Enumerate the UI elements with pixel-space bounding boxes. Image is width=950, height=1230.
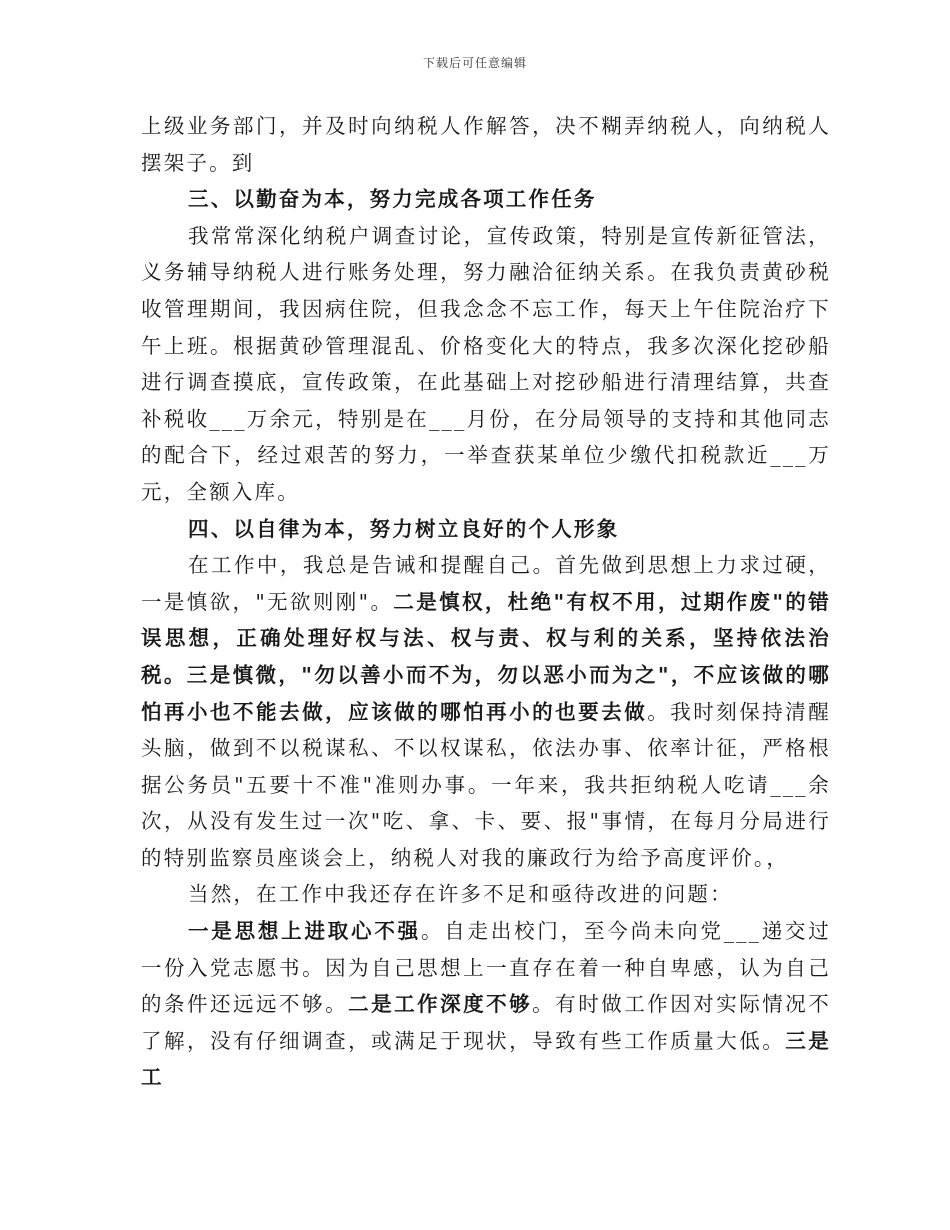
self-discipline-bold: 二是慎权，杜绝"有权不用，过期作废"的错误思想，正确处理好权与法、权与责、权与利的关系，坚持依法治税。三是慎微，"勿以善小而不为，勿以恶小而为之"，不应该做的哪怕再小也不能去做，应该做的哪怕再小的也要去做 — [141, 589, 831, 724]
self-discipline-rest: 。我时刻保持清醒头脑，做到不以税谋私、不以权谋私，依法办事、依率计征，严格根据公务员"五要十不准"准则办事。一年来，我共拒纳税人吃请___余次，从没有发生过一次"吃、拿、卡、要、报"事情，在每月分局进行的特别监察员座谈会上，纳税人对我的廉政行为给予高度评价。， — [141, 699, 831, 870]
paragraph-self-discipline — [141, 547, 831, 876]
shortcoming-2-title: 二是工作深度不够 — [348, 992, 533, 1017]
paragraph-shortcomings — [141, 913, 831, 1096]
document-body — [141, 108, 831, 1096]
paragraph-continuation: 上级业务部门，并及时向纳税人作解答，决不糊弄纳税人，向纳税人摆架子。到 — [141, 114, 831, 175]
paragraph-shortcomings-intro: 当然，在工作中我还存在许多不足和亟待改进的问题： — [188, 882, 733, 907]
shortcoming-1-text: 。自走出校门，至今尚未向党___递交过一份入党志愿书。因为自己思想上一直存在着一种自卑感，认为自己的条件还远远不够。 — [141, 919, 831, 1017]
section-heading-3: 三、以勤奋为本，努力完成各项工作任务 — [188, 187, 597, 212]
shortcoming-2-text: 。有时做工作因对实际情况不了解，没有仔细调查，或满足于现状，导致有些工作质量大低。 — [141, 992, 831, 1053]
shortcoming-3-title: 三是工 — [141, 1028, 831, 1090]
section-heading-4: 四、以自律为本，努力树立良好的个人形象 — [188, 516, 620, 541]
shortcoming-1-title: 一是思想上进取心不强 — [188, 919, 421, 944]
paragraph-work-tasks: 我常常深化纳税户调查讨论，宣传政策，特别是宣传新征管法，义务辅导纳税人进行账务处理，努力融洽征纳关系。在我负责黄砂税收管理期间，我因病住院，但我念念不忘工作，每天上午住院治疗下午上班。根据黄砂管理混乱、价格变化大的特点，我多次深化挖砂船进行调查摸底，宣传政策，在此基础上对挖砂船进行清理结算，共查补税收___万余元，特别是在___月份，在分局领导的支持和其他同志的配合下，经过艰苦的努力，一举查获某单位少缴代扣税款近___万元，全额入库。 — [141, 223, 831, 504]
self-discipline-intro: 在工作中，我总是告诫和提醒自己。首先做到思想上力求过硬，一是慎欲，"无欲则刚"。 — [141, 553, 831, 614]
page-header: 下载后可任意编辑 — [422, 56, 527, 70]
